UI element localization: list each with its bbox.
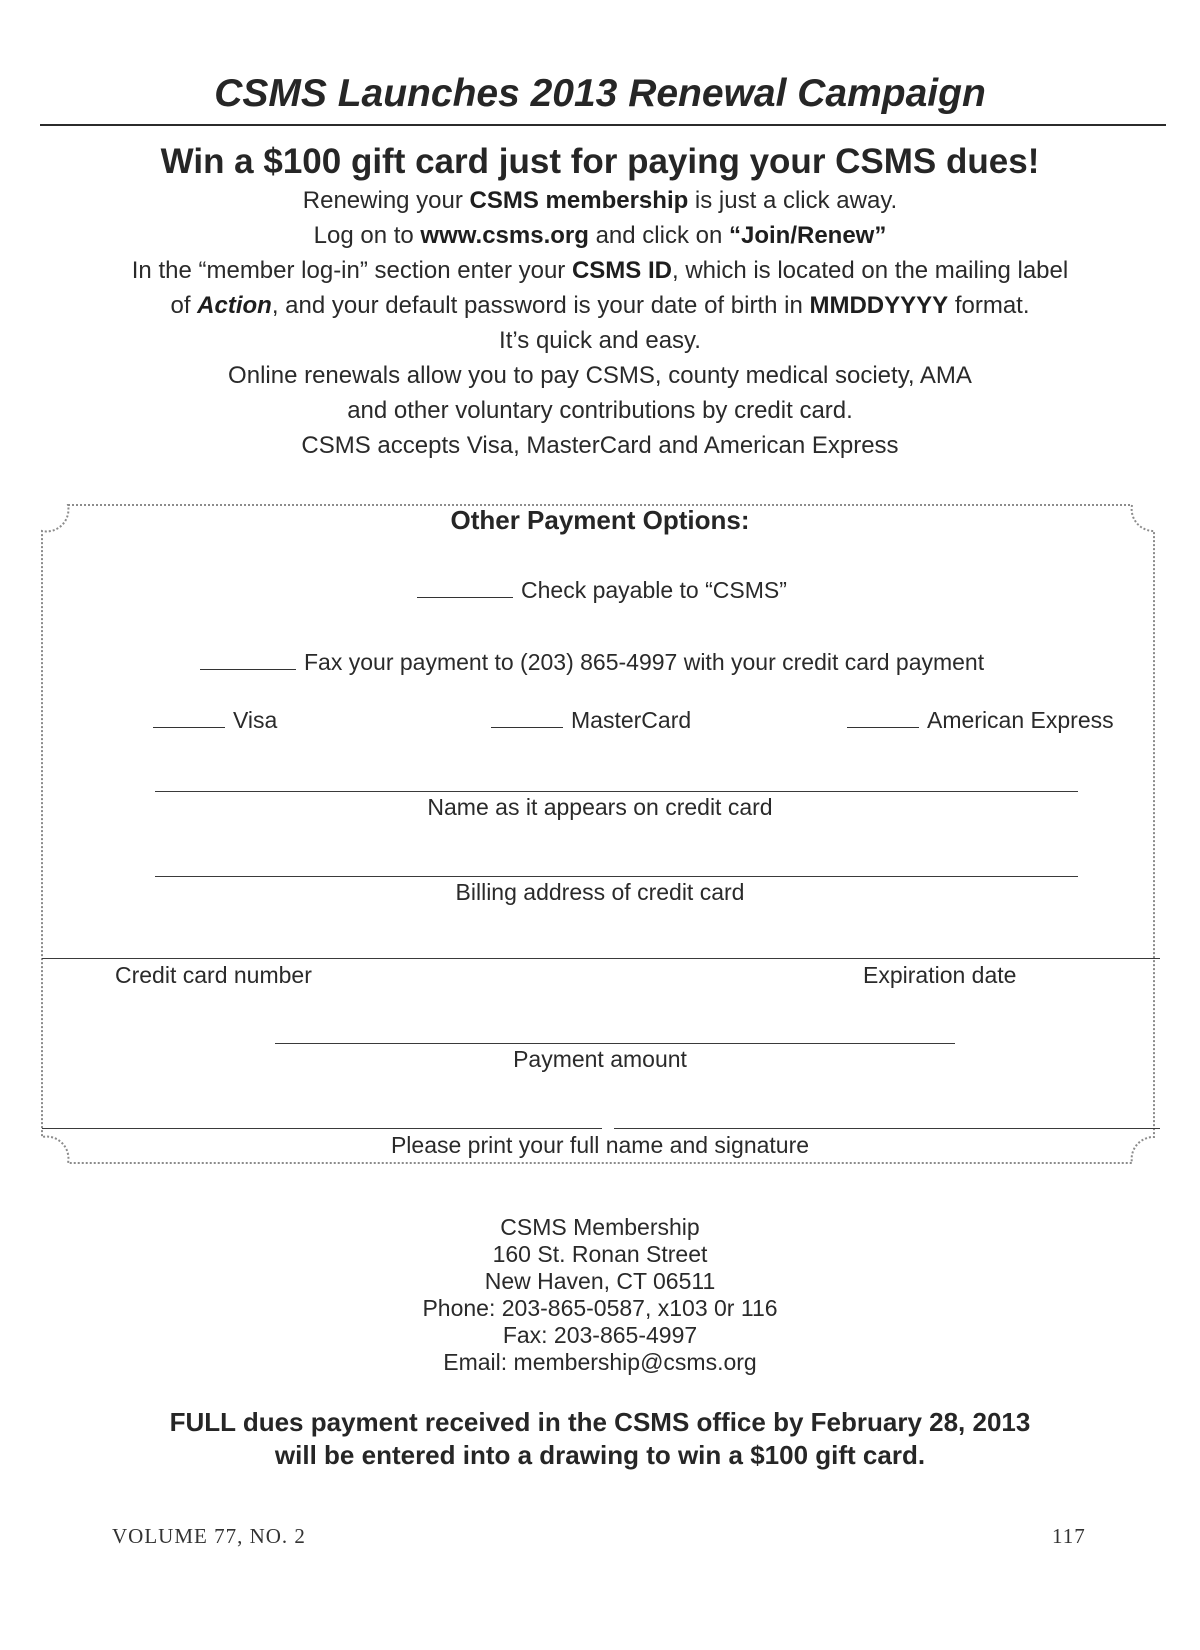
card-number-label: Credit card number	[115, 962, 312, 988]
deadline-line-2: will be entered into a drawing to win a $100 gift card.	[274, 1440, 926, 1470]
article-title: CSMS Launches 2013 Renewal Campaign	[214, 72, 986, 115]
visa-blank[interactable]	[153, 707, 225, 728]
signature-label: Please print your full name and signature	[390, 1132, 810, 1158]
volume-info: VOLUME 77, NO. 2	[112, 1524, 306, 1548]
fax-option-blank[interactable]	[200, 649, 296, 670]
address-line-3: New Haven, CT 06511	[484, 1268, 716, 1294]
page-number: 117	[1052, 1524, 1086, 1548]
email-line: Email: membership@csms.org	[443, 1349, 757, 1375]
intro-line-1: Renewing your CSMS membership is just a click away.	[302, 187, 898, 214]
check-option	[417, 577, 787, 604]
fax-line: Fax: 203-865-4997	[502, 1322, 698, 1348]
intro-line-5: It’s quick and easy.	[499, 327, 701, 354]
billing-field-label: Billing address of credit card	[455, 879, 745, 905]
deadline-line-1: FULL dues payment received in the CSMS office by February 28, 2013	[169, 1407, 1031, 1437]
amex-blank[interactable]	[847, 707, 919, 728]
fax-option-label: Fax your payment to (203) 865-4997 with your credit card payment	[304, 649, 985, 675]
payment-amount-label: Payment amount	[513, 1046, 687, 1072]
check-option-label: Check payable to “CSMS”	[521, 577, 787, 603]
intro-line-6: Online renewals allow you to pay CSMS, county medical society, AMA	[228, 362, 972, 389]
card-amex-option	[847, 707, 1114, 734]
mastercard-blank[interactable]	[491, 707, 563, 728]
card-mastercard-option	[491, 707, 691, 734]
title-rule	[40, 124, 1166, 126]
visa-label: Visa	[233, 707, 278, 733]
name-field-label: Name as it appears on credit card	[427, 794, 773, 820]
intro-line-8: CSMS accepts Visa, MasterCard and American Express	[301, 432, 899, 459]
amex-label: American Express	[927, 707, 1114, 733]
mailing-address	[0, 1214, 1200, 1376]
headline: Win a $100 gift card just for paying your CSMS dues!	[160, 142, 1040, 181]
intro-line-4: of Action, and your default password is your date of birth in MMDDYYYY format.	[170, 292, 1030, 319]
form-title: Other Payment Options:	[450, 505, 750, 535]
fax-option	[200, 649, 984, 676]
mastercard-label: MasterCard	[571, 707, 692, 733]
deadline-notice	[0, 1406, 1200, 1472]
signature-line[interactable]	[614, 1128, 1160, 1129]
billing-field-line[interactable]	[155, 876, 1078, 877]
intro-line-7: and other voluntary contributions by credit card.	[347, 397, 853, 424]
card-number-field-line[interactable]	[42, 958, 1160, 959]
address-line-1: CSMS Membership	[500, 1214, 700, 1240]
intro-line-2: Log on to www.csms.org and click on “Join/Renew”	[313, 222, 887, 249]
payment-amount-line[interactable]	[275, 1043, 955, 1044]
intro-text	[0, 183, 1200, 463]
address-line-2: 160 St. Ronan Street	[492, 1241, 708, 1267]
check-option-blank[interactable]	[417, 577, 513, 598]
print-name-line[interactable]	[42, 1128, 602, 1129]
website-link[interactable]: www.csms.org	[420, 222, 589, 249]
phone-line: Phone: 203-865-0587, x103 0r 116	[422, 1295, 778, 1321]
intro-line-3: In the “member log-in” section enter your CSMS ID, which is located on the mailing label	[131, 257, 1069, 284]
expiration-label: Expiration date	[863, 962, 1017, 988]
name-field-line[interactable]	[155, 791, 1078, 792]
card-visa-option	[153, 707, 277, 734]
